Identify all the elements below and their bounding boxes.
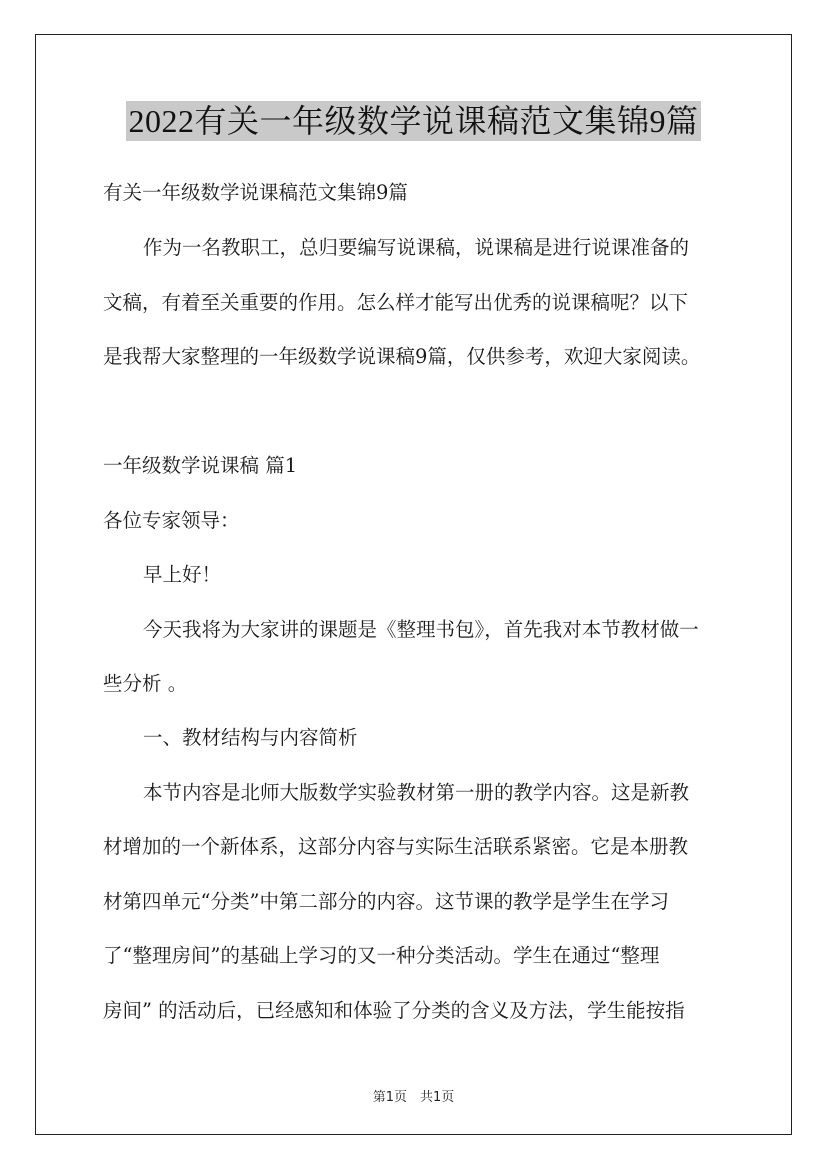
greeting: 早上好！	[143, 563, 222, 586]
subheading: 一、教材结构与内容简析	[143, 726, 358, 749]
intro-line: 作为一名教职工，总归要编写说课稿，说课稿是进行说课准备的	[143, 236, 690, 259]
title-container	[0, 101, 827, 141]
salutation: 各位专家领导：	[103, 509, 240, 532]
paragraph-line: 材增加的一个新体系，这部分内容与实际生活联系紧密。它是本册教	[103, 835, 689, 858]
paragraph-line: 材第四单元“分类”中第二部分的内容。这节课的教学是学生在学习	[103, 890, 669, 913]
intro-line: 是我帮大家整理的一年级数学说课稿9篇，仅供参考，欢迎大家阅读。	[103, 345, 701, 368]
paragraph-line: 房间” 的活动后，已经感知和体验了分类的含义及方法，学生能按指	[103, 999, 685, 1022]
paragraph-line: 了“整理房间”的基础上学习的又一种分类活动。学生在通过“整理	[103, 944, 660, 967]
paragraph-line: 本节内容是北师大版数学实验教材第一册的教学内容。这是新教	[143, 781, 690, 804]
page-number: 第1页 共1页	[372, 1090, 455, 1105]
paragraph-line: 今天我将为大家讲的课题是《整理书包》，首先我对本节教材做一	[143, 618, 699, 641]
intro-line: 文稿，有着至关重要的作用。怎么样才能写出优秀的说课稿呢？以下	[103, 291, 689, 314]
document-title: 2022有关一年级数学说课稿范文集锦9篇	[128, 103, 699, 139]
paragraph-line: 些分析 。	[103, 672, 188, 695]
section-heading: 一年级数学说课稿 篇1	[103, 454, 298, 477]
document-subtitle: 有关一年级数学说课稿范文集锦9篇	[103, 181, 408, 204]
